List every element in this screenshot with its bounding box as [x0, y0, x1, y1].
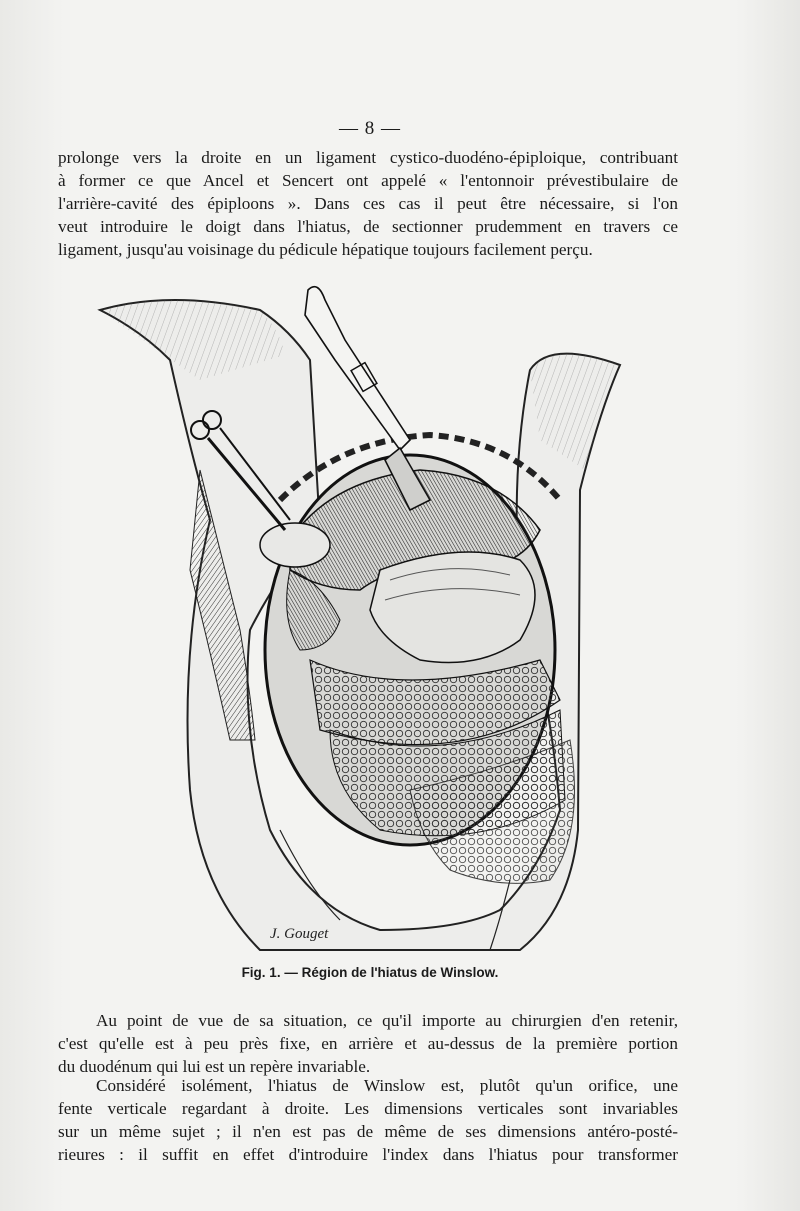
paragraph-situation [58, 1009, 678, 1078]
text-line: ligament, jusqu'au voisinage du pédicule hépatique toujours facilement perçu. [58, 240, 593, 259]
text-line: fente verticale regardant à droite. Les dimensions verticales sont invariables [58, 1099, 678, 1118]
text-line: sur un même sujet ; il n'en est pas de même de ses dimensions antéro-posté- [58, 1122, 678, 1141]
text-line: à former ce que Ancel et Sencert ont appelé « l'entonnoir prévestibulaire de [58, 171, 678, 190]
text-line: du duodénum qui lui est un repère invariable. [58, 1057, 371, 1076]
paragraph-dimensions [58, 1074, 678, 1166]
illustration-drawing [80, 270, 680, 958]
text-line: prolonge vers la droite en un ligament cystico-duodéno-épiploique, contribuant [58, 148, 678, 167]
page-number: — 8 — [339, 118, 401, 139]
paragraph-intro [58, 146, 678, 261]
anatomical-illustration [80, 270, 680, 958]
figure-caption: Fig. 1. — Région de l'hiatus de Winslow. [241, 965, 499, 980]
text-line: rieures : il suffit en effet d'introduire l'index dans l'hiatus pour transformer [58, 1145, 678, 1164]
text-line: Au point de vue de sa situation, ce qu'il importe au chirurgien d'en retenir, [96, 1011, 678, 1030]
text-line: veut introduire le doigt dans l'hiatus, de sectionner prudemment en travers ce [58, 217, 678, 236]
gallbladder [260, 523, 330, 567]
text-line: Considéré isolément, l'hiatus de Winslow est, plutôt qu'un orifice, une [96, 1076, 678, 1095]
artist-signature: J. Gouget [270, 926, 329, 942]
text-line: c'est qu'elle est à peu près fixe, en arrière et au-dessus de la première portion [58, 1034, 678, 1053]
text-line: l'arrière-cavité des épiploons ». Dans ces cas il peut être nécessaire, si l'on [58, 194, 678, 213]
